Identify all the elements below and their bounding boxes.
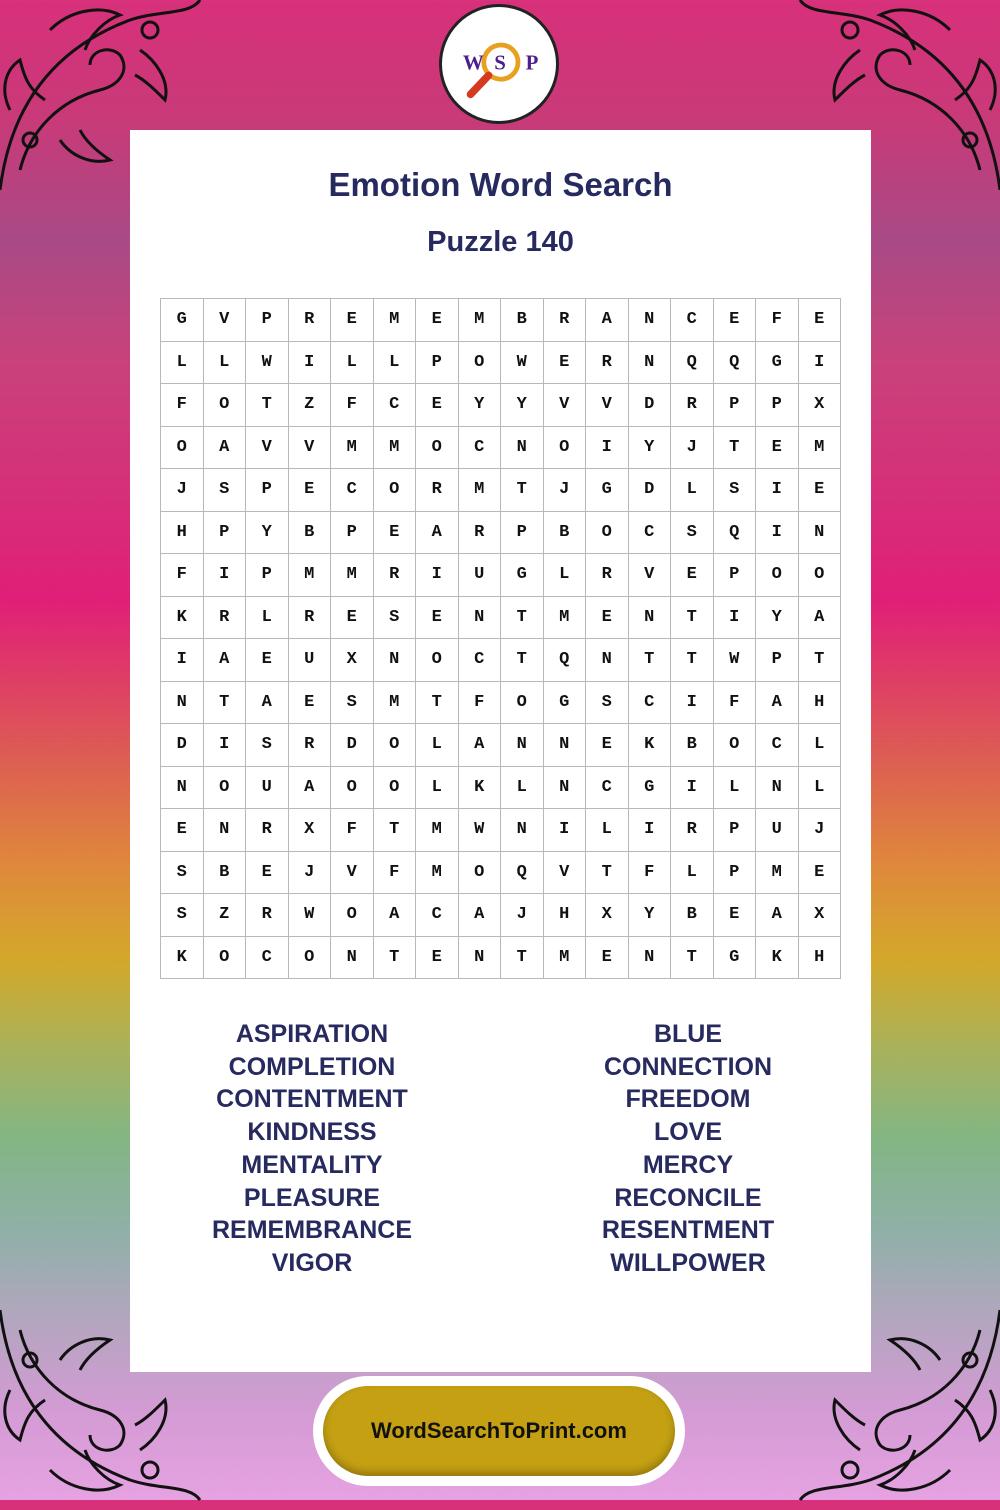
grid-cell[interactable]: W: [289, 894, 332, 937]
grid-cell[interactable]: S: [161, 894, 204, 937]
puzzle-panel: [130, 130, 871, 1372]
grid-cell[interactable]: T: [501, 639, 544, 682]
grid-cell[interactable]: I: [586, 427, 629, 470]
grid-cell[interactable]: N: [629, 299, 672, 342]
grid-cell[interactable]: E: [586, 597, 629, 640]
grid-cell[interactable]: F: [714, 682, 757, 725]
grid-cell[interactable]: E: [416, 299, 459, 342]
grid-cell[interactable]: Y: [629, 894, 672, 937]
grid-cell[interactable]: F: [459, 682, 502, 725]
grid-cell[interactable]: A: [204, 427, 247, 470]
grid-cell[interactable]: N: [161, 767, 204, 810]
grid-cell[interactable]: N: [799, 512, 842, 555]
word-list-right: [538, 1018, 838, 1280]
grid-cell[interactable]: M: [374, 682, 417, 725]
word-list-item: WILLPOWER: [610, 1248, 766, 1277]
grid-cell[interactable]: N: [629, 937, 672, 980]
grid-cell[interactable]: N: [331, 937, 374, 980]
grid-cell[interactable]: M: [459, 299, 502, 342]
grid-cell[interactable]: I: [289, 342, 332, 385]
grid-cell[interactable]: T: [374, 937, 417, 980]
logo[interactable]: [439, 4, 559, 124]
grid-cell[interactable]: L: [416, 767, 459, 810]
grid-cell[interactable]: T: [586, 852, 629, 895]
grid-cell[interactable]: V: [629, 554, 672, 597]
grid-cell[interactable]: E: [246, 639, 289, 682]
grid-cell[interactable]: S: [374, 597, 417, 640]
grid-cell[interactable]: E: [331, 299, 374, 342]
grid-cell[interactable]: A: [246, 682, 289, 725]
grid-cell[interactable]: T: [799, 639, 842, 682]
grid-cell[interactable]: I: [629, 809, 672, 852]
grid-cell[interactable]: Q: [714, 512, 757, 555]
grid-cell[interactable]: N: [374, 639, 417, 682]
grid-cell[interactable]: T: [501, 469, 544, 512]
grid-cell[interactable]: R: [246, 894, 289, 937]
grid-cell[interactable]: T: [671, 597, 714, 640]
grid-cell[interactable]: W: [459, 809, 502, 852]
logo-letter-s: S: [494, 50, 506, 75]
website-button-frame[interactable]: [313, 1376, 685, 1486]
grid-cell[interactable]: S: [204, 469, 247, 512]
grid-cell[interactable]: D: [629, 384, 672, 427]
grid-cell[interactable]: T: [246, 384, 289, 427]
grid-cell[interactable]: R: [586, 342, 629, 385]
grid-cell[interactable]: A: [204, 639, 247, 682]
grid-cell[interactable]: Z: [289, 384, 332, 427]
grid-cell[interactable]: A: [459, 894, 502, 937]
grid-cell[interactable]: X: [331, 639, 374, 682]
grid-cell[interactable]: Y: [756, 597, 799, 640]
grid-cell[interactable]: H: [799, 682, 842, 725]
grid-cell[interactable]: C: [374, 384, 417, 427]
grid-cell[interactable]: N: [544, 767, 587, 810]
grid-cell[interactable]: E: [799, 852, 842, 895]
grid-cell[interactable]: S: [331, 682, 374, 725]
grid-cell[interactable]: C: [756, 724, 799, 767]
grid-cell[interactable]: L: [714, 767, 757, 810]
grid-cell[interactable]: P: [331, 512, 374, 555]
word-list-item: VIGOR: [271, 1248, 353, 1277]
grid-cell[interactable]: O: [204, 767, 247, 810]
grid-cell[interactable]: E: [416, 937, 459, 980]
grid-cell[interactable]: L: [799, 767, 842, 810]
grid-cell[interactable]: F: [161, 384, 204, 427]
grid-cell[interactable]: T: [204, 682, 247, 725]
grid-cell[interactable]: Y: [629, 427, 672, 470]
grid-cell[interactable]: N: [161, 682, 204, 725]
grid-cell[interactable]: F: [161, 554, 204, 597]
grid-cell[interactable]: O: [416, 427, 459, 470]
grid-cell[interactable]: O: [756, 554, 799, 597]
word-list-item: FREEDOM: [625, 1085, 751, 1114]
grid-cell[interactable]: F: [629, 852, 672, 895]
grid-cell[interactable]: C: [246, 937, 289, 980]
grid-cell[interactable]: K: [459, 767, 502, 810]
grid-cell[interactable]: J: [161, 469, 204, 512]
grid-cell[interactable]: W: [714, 639, 757, 682]
grid-cell[interactable]: E: [586, 724, 629, 767]
grid-cell[interactable]: P: [714, 554, 757, 597]
grid-cell[interactable]: K: [756, 937, 799, 980]
grid-cell[interactable]: L: [544, 554, 587, 597]
grid-cell[interactable]: R: [416, 469, 459, 512]
grid-cell[interactable]: I: [204, 724, 247, 767]
grid-cell[interactable]: P: [756, 639, 799, 682]
grid-cell[interactable]: M: [416, 852, 459, 895]
grid-cell[interactable]: M: [289, 554, 332, 597]
grid-cell[interactable]: S: [714, 469, 757, 512]
grid-cell[interactable]: E: [671, 554, 714, 597]
grid-cell[interactable]: B: [204, 852, 247, 895]
grid-cell[interactable]: Y: [459, 384, 502, 427]
grid-cell[interactable]: V: [246, 427, 289, 470]
grid-cell[interactable]: N: [629, 342, 672, 385]
grid-cell[interactable]: O: [204, 384, 247, 427]
grid-cell[interactable]: R: [671, 384, 714, 427]
grid-cell[interactable]: W: [501, 342, 544, 385]
grid-cell[interactable]: U: [756, 809, 799, 852]
grid-cell[interactable]: T: [629, 639, 672, 682]
grid-cell[interactable]: T: [416, 682, 459, 725]
grid-cell[interactable]: B: [501, 299, 544, 342]
grid-cell[interactable]: M: [374, 299, 417, 342]
grid-cell[interactable]: H: [544, 894, 587, 937]
grid-cell[interactable]: R: [289, 724, 332, 767]
grid-cell[interactable]: F: [331, 809, 374, 852]
grid-cell[interactable]: U: [289, 639, 332, 682]
grid-cell[interactable]: R: [671, 809, 714, 852]
grid-cell[interactable]: L: [416, 724, 459, 767]
grid-cell[interactable]: N: [501, 427, 544, 470]
word-list-item: ASPIRATION: [235, 1020, 389, 1048]
grid-cell[interactable]: G: [629, 767, 672, 810]
grid-cell[interactable]: N: [544, 724, 587, 767]
grid-cell[interactable]: F: [331, 384, 374, 427]
grid-cell[interactable]: I: [714, 597, 757, 640]
grid-cell[interactable]: O: [459, 852, 502, 895]
grid-cell[interactable]: E: [714, 894, 757, 937]
grid-cell[interactable]: T: [671, 639, 714, 682]
grid-cell[interactable]: O: [416, 639, 459, 682]
grid-cell[interactable]: E: [416, 384, 459, 427]
grid-cell[interactable]: E: [331, 597, 374, 640]
grid-cell[interactable]: V: [204, 299, 247, 342]
grid-cell[interactable]: T: [501, 597, 544, 640]
grid-cell[interactable]: E: [586, 937, 629, 980]
grid-cell[interactable]: P: [756, 384, 799, 427]
grid-cell[interactable]: P: [416, 342, 459, 385]
grid-cell[interactable]: N: [501, 724, 544, 767]
grid-cell[interactable]: V: [544, 852, 587, 895]
grid-cell[interactable]: F: [756, 299, 799, 342]
grid-cell[interactable]: L: [501, 767, 544, 810]
grid-cell[interactable]: N: [586, 639, 629, 682]
word-list-item: CONNECTION: [603, 1052, 773, 1081]
grid-cell[interactable]: P: [246, 299, 289, 342]
grid-cell[interactable]: P: [501, 512, 544, 555]
grid-cell[interactable]: U: [459, 554, 502, 597]
grid-cell[interactable]: P: [714, 852, 757, 895]
grid-cell[interactable]: F: [374, 852, 417, 895]
grid-cell[interactable]: S: [671, 512, 714, 555]
grid-cell[interactable]: L: [374, 342, 417, 385]
grid-cell[interactable]: J: [544, 469, 587, 512]
grid-cell[interactable]: H: [161, 512, 204, 555]
puzzle-number: Puzzle 140: [427, 226, 574, 258]
grid-cell[interactable]: O: [799, 554, 842, 597]
grid-cell[interactable]: D: [161, 724, 204, 767]
grid-cell[interactable]: J: [799, 809, 842, 852]
grid-cell[interactable]: Y: [246, 512, 289, 555]
grid-cell[interactable]: R: [586, 554, 629, 597]
grid-cell[interactable]: O: [374, 724, 417, 767]
grid-cell[interactable]: B: [544, 512, 587, 555]
grid-cell[interactable]: B: [289, 512, 332, 555]
grid-cell[interactable]: G: [756, 342, 799, 385]
grid-cell[interactable]: L: [331, 342, 374, 385]
grid-cell[interactable]: A: [289, 767, 332, 810]
grid-cell[interactable]: E: [374, 512, 417, 555]
grid-cell[interactable]: V: [544, 384, 587, 427]
grid-cell[interactable]: H: [799, 937, 842, 980]
grid-cell[interactable]: O: [544, 427, 587, 470]
grid-cell[interactable]: T: [714, 427, 757, 470]
grid-cell[interactable]: Q: [671, 342, 714, 385]
word-list-item: MENTALITY: [241, 1150, 383, 1179]
grid-cell[interactable]: C: [671, 299, 714, 342]
grid-cell[interactable]: A: [586, 299, 629, 342]
grid-cell[interactable]: D: [331, 724, 374, 767]
grid-cell[interactable]: T: [501, 937, 544, 980]
grid-cell[interactable]: S: [586, 682, 629, 725]
grid-cell[interactable]: R: [289, 597, 332, 640]
grid-cell[interactable]: C: [459, 639, 502, 682]
word-list-item: RECONCILE: [614, 1183, 762, 1212]
grid-cell[interactable]: I: [799, 342, 842, 385]
grid-cell[interactable]: E: [161, 809, 204, 852]
grid-cell[interactable]: S: [161, 852, 204, 895]
grid-cell[interactable]: O: [331, 767, 374, 810]
grid-cell[interactable]: T: [671, 937, 714, 980]
grid-cell[interactable]: O: [331, 894, 374, 937]
grid-cell[interactable]: N: [204, 809, 247, 852]
grid-cell[interactable]: M: [331, 554, 374, 597]
word-list-item: PLEASURE: [243, 1183, 381, 1212]
grid-cell[interactable]: M: [544, 937, 587, 980]
grid-cell[interactable]: R: [289, 299, 332, 342]
logo-letter-w: W: [462, 50, 484, 75]
grid-cell[interactable]: E: [289, 682, 332, 725]
grid-cell[interactable]: E: [544, 342, 587, 385]
grid-cell[interactable]: C: [416, 894, 459, 937]
grid-cell[interactable]: E: [246, 852, 289, 895]
grid-cell[interactable]: M: [374, 427, 417, 470]
grid-cell[interactable]: J: [671, 427, 714, 470]
grid-cell[interactable]: L: [161, 342, 204, 385]
grid-cell[interactable]: O: [161, 427, 204, 470]
grid-cell[interactable]: G: [544, 682, 587, 725]
word-list-item: CONTENTMENT: [216, 1085, 408, 1114]
grid-cell[interactable]: V: [586, 384, 629, 427]
grid-cell[interactable]: M: [331, 427, 374, 470]
grid-cell[interactable]: X: [289, 809, 332, 852]
word-list-item: MERCY: [642, 1150, 734, 1179]
letter-grid: [160, 298, 841, 979]
word-list-item: LOVE: [653, 1118, 723, 1147]
grid-cell[interactable]: R: [544, 299, 587, 342]
grid-cell[interactable]: P: [204, 512, 247, 555]
grid-cell[interactable]: Q: [714, 342, 757, 385]
grid-cell[interactable]: L: [246, 597, 289, 640]
grid-cell[interactable]: N: [459, 597, 502, 640]
grid-cell[interactable]: E: [416, 597, 459, 640]
grid-cell[interactable]: I: [204, 554, 247, 597]
grid-cell[interactable]: R: [204, 597, 247, 640]
grid-cell[interactable]: K: [161, 597, 204, 640]
grid-cell[interactable]: R: [459, 512, 502, 555]
word-list-item: REMEMBRANCE: [212, 1216, 412, 1245]
grid-cell[interactable]: N: [629, 597, 672, 640]
grid-cell[interactable]: P: [714, 809, 757, 852]
grid-cell[interactable]: A: [756, 894, 799, 937]
grid-cell[interactable]: M: [544, 597, 587, 640]
grid-cell[interactable]: I: [671, 682, 714, 725]
grid-cell[interactable]: G: [161, 299, 204, 342]
grid-cell[interactable]: T: [374, 809, 417, 852]
page-title: Emotion Word Search: [328, 166, 673, 203]
grid-cell[interactable]: I: [544, 809, 587, 852]
grid-cell[interactable]: C: [331, 469, 374, 512]
grid-cell[interactable]: O: [204, 937, 247, 980]
grid-cell[interactable]: M: [756, 852, 799, 895]
grid-cell[interactable]: L: [671, 852, 714, 895]
grid-cell[interactable]: C: [629, 682, 672, 725]
grid-cell[interactable]: S: [246, 724, 289, 767]
grid-cell[interactable]: N: [501, 809, 544, 852]
grid-cell[interactable]: N: [756, 767, 799, 810]
logo-letter-p: P: [525, 50, 539, 75]
grid-cell[interactable]: Q: [501, 852, 544, 895]
grid-cell[interactable]: I: [671, 767, 714, 810]
grid-cell[interactable]: G: [501, 554, 544, 597]
grid-cell[interactable]: E: [756, 427, 799, 470]
grid-cell[interactable]: U: [246, 767, 289, 810]
grid-cell[interactable]: E: [799, 299, 842, 342]
word-list-item: BLUE: [653, 1020, 723, 1048]
grid-cell[interactable]: A: [416, 512, 459, 555]
word-list-left: [162, 1018, 462, 1280]
grid-cell[interactable]: K: [161, 937, 204, 980]
grid-cell[interactable]: E: [799, 469, 842, 512]
grid-cell[interactable]: O: [289, 937, 332, 980]
grid-cell[interactable]: I: [161, 639, 204, 682]
grid-cell[interactable]: N: [459, 937, 502, 980]
grid-cell[interactable]: C: [586, 767, 629, 810]
grid-cell[interactable]: J: [289, 852, 332, 895]
grid-cell[interactable]: L: [586, 809, 629, 852]
grid-cell[interactable]: C: [459, 427, 502, 470]
grid-cell[interactable]: Y: [501, 384, 544, 427]
grid-cell[interactable]: G: [586, 469, 629, 512]
grid-cell[interactable]: L: [799, 724, 842, 767]
grid-cell[interactable]: D: [629, 469, 672, 512]
grid-cell[interactable]: O: [714, 724, 757, 767]
grid-cell[interactable]: Q: [544, 639, 587, 682]
grid-cell[interactable]: J: [501, 894, 544, 937]
grid-cell[interactable]: K: [629, 724, 672, 767]
grid-cell[interactable]: X: [799, 894, 842, 937]
grid-cell[interactable]: C: [629, 512, 672, 555]
grid-cell[interactable]: P: [714, 384, 757, 427]
grid-cell[interactable]: R: [374, 554, 417, 597]
grid-cell[interactable]: L: [204, 342, 247, 385]
grid-cell[interactable]: M: [416, 809, 459, 852]
grid-cell[interactable]: A: [374, 894, 417, 937]
word-list-item: COMPLETION: [228, 1052, 396, 1081]
grid-cell[interactable]: P: [246, 554, 289, 597]
grid-cell[interactable]: O: [374, 469, 417, 512]
word-list-item: KINDNESS: [247, 1118, 377, 1147]
grid-cell[interactable]: P: [246, 469, 289, 512]
grid-cell[interactable]: M: [799, 427, 842, 470]
grid-cell[interactable]: G: [714, 937, 757, 980]
grid-cell[interactable]: V: [331, 852, 374, 895]
grid-cell[interactable]: A: [459, 724, 502, 767]
grid-cell[interactable]: Z: [204, 894, 247, 937]
grid-cell[interactable]: R: [246, 809, 289, 852]
grid-cell[interactable]: B: [671, 894, 714, 937]
grid-cell[interactable]: V: [289, 427, 332, 470]
grid-cell[interactable]: O: [459, 342, 502, 385]
grid-cell[interactable]: I: [756, 469, 799, 512]
word-list-item: RESENTMENT: [601, 1216, 775, 1245]
grid-cell[interactable]: I: [756, 512, 799, 555]
grid-cell[interactable]: X: [799, 384, 842, 427]
grid-cell[interactable]: A: [799, 597, 842, 640]
grid-cell[interactable]: L: [671, 469, 714, 512]
grid-cell[interactable]: W: [246, 342, 289, 385]
grid-cell[interactable]: O: [586, 512, 629, 555]
grid-cell[interactable]: O: [501, 682, 544, 725]
grid-cell[interactable]: E: [289, 469, 332, 512]
grid-cell[interactable]: M: [459, 469, 502, 512]
grid-cell[interactable]: E: [714, 299, 757, 342]
website-button[interactable]: WordSearchToPrint.com: [323, 1386, 675, 1476]
grid-cell[interactable]: O: [374, 767, 417, 810]
grid-cell[interactable]: B: [671, 724, 714, 767]
grid-cell[interactable]: A: [756, 682, 799, 725]
grid-cell[interactable]: I: [416, 554, 459, 597]
grid-cell[interactable]: X: [586, 894, 629, 937]
